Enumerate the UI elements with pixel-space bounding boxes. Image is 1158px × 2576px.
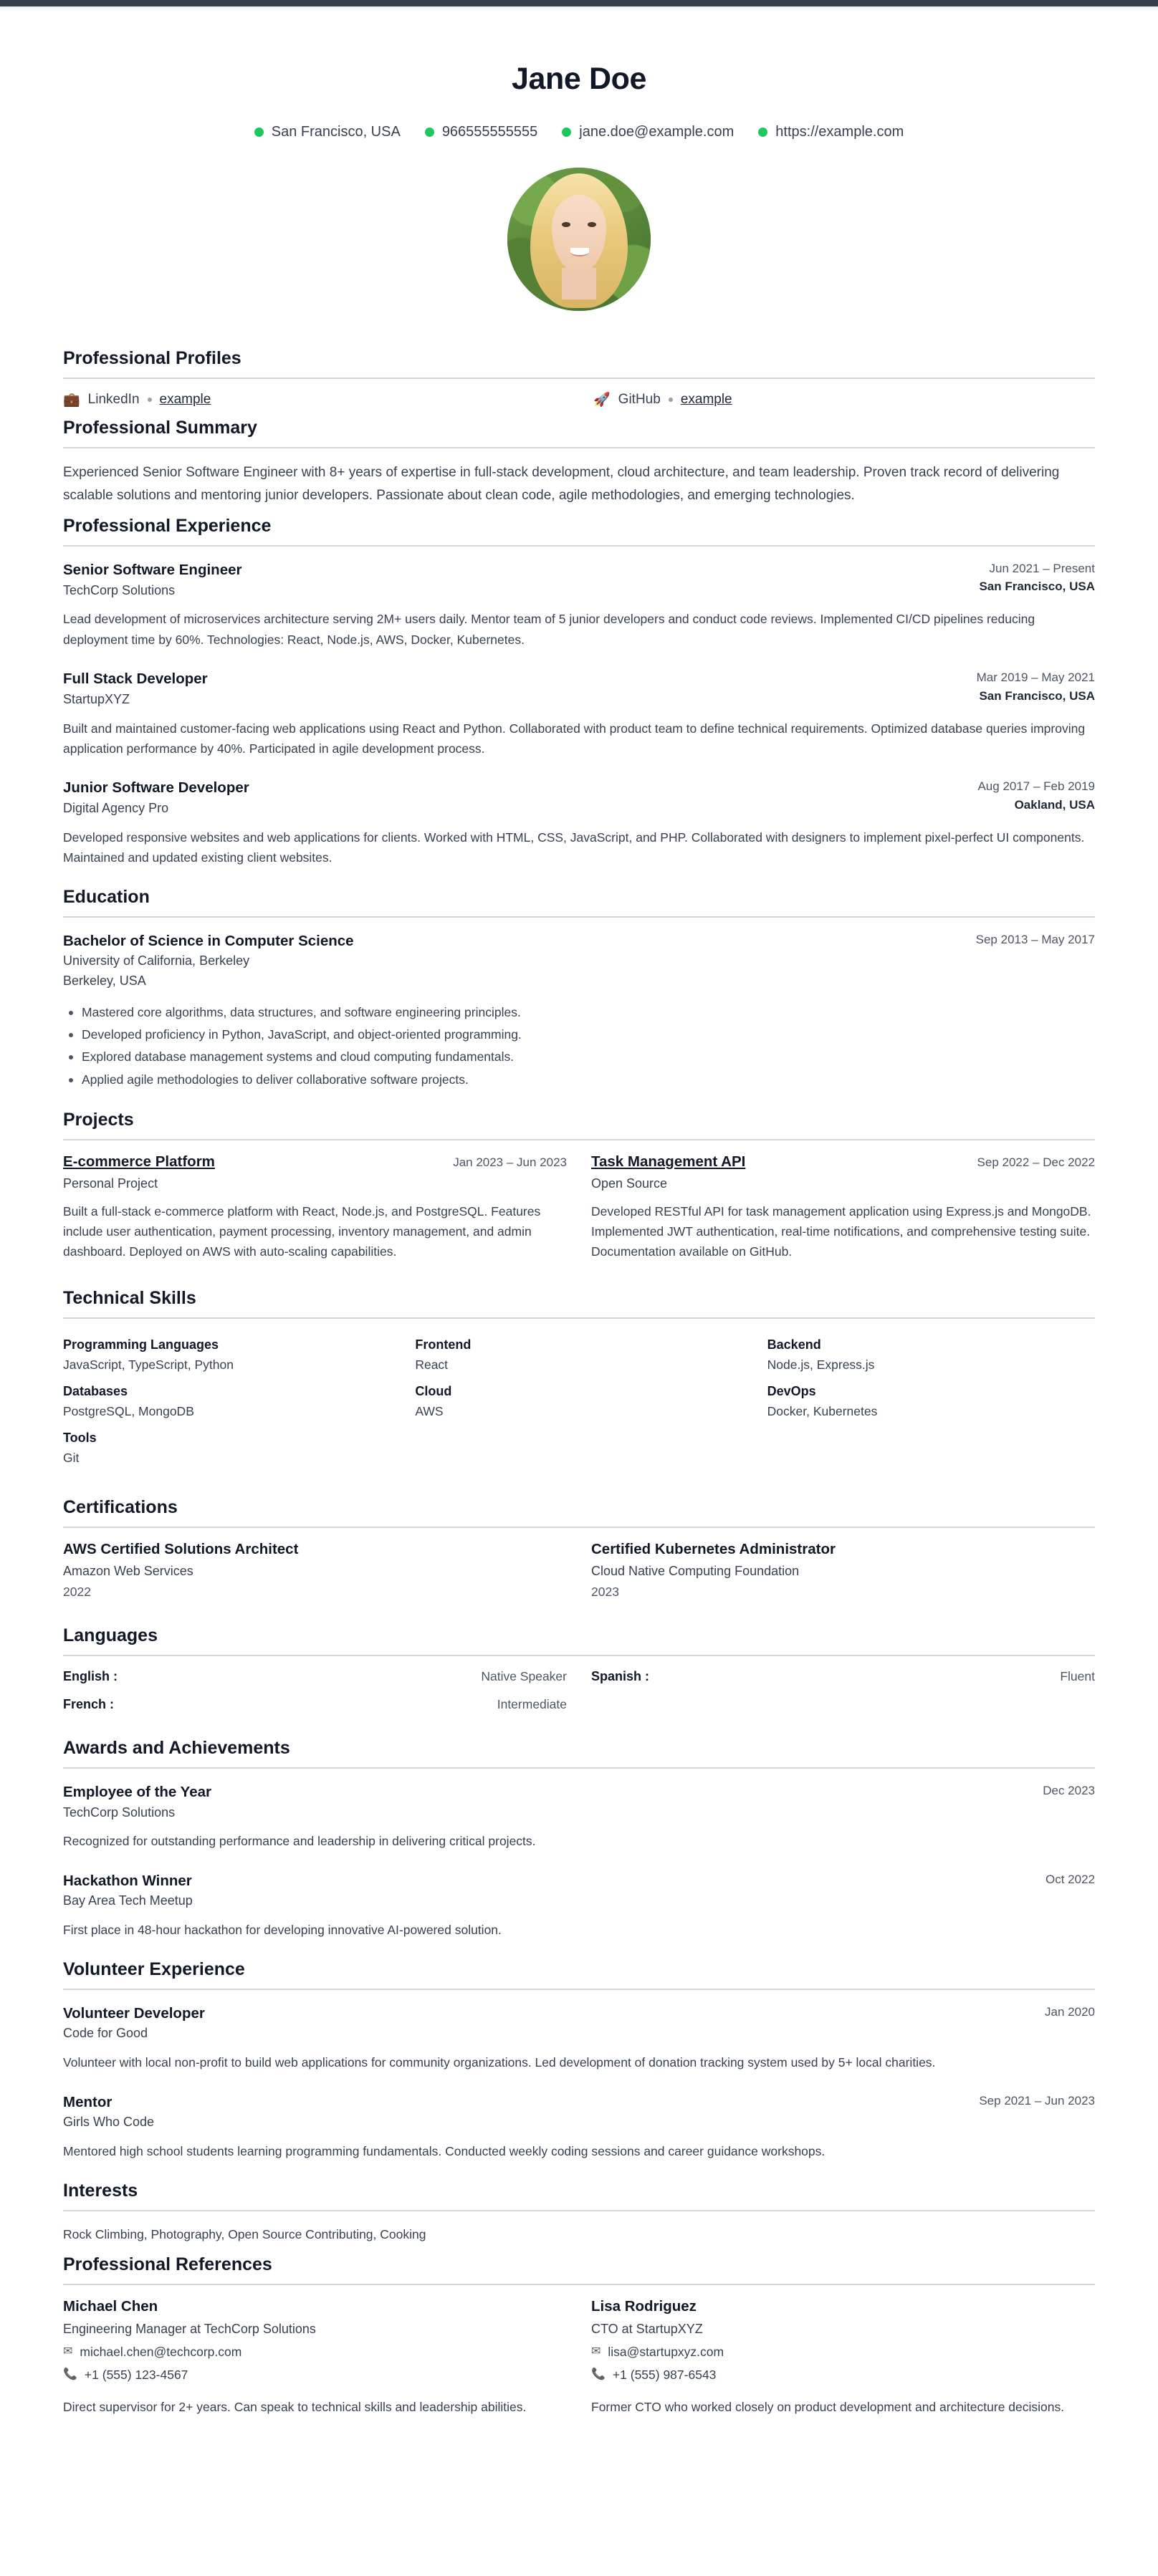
contact-email[interactable] — [562, 124, 734, 140]
section-interests — [63, 2181, 1095, 2244]
project-date: Jan 2023 – Jun 2023 — [453, 1155, 567, 1169]
project-entry — [63, 1153, 567, 1262]
skill-category: Programming Languages — [63, 1337, 219, 1352]
job-date: Jun 2021 – Present — [989, 561, 1095, 575]
section-divider — [63, 1317, 1095, 1319]
skill-values: Docker, Kubernetes — [767, 1403, 878, 1418]
volunteer-date: Sep 2021 – Jun 2023 — [979, 2093, 1095, 2108]
section-heading: Professional Summary — [63, 418, 257, 438]
award-description: Recognized for outstanding performance and leadership in delivering critical projects. — [63, 1834, 536, 1849]
separator-dot-icon — [669, 398, 673, 402]
skill-group-empty — [415, 1425, 742, 1471]
skill-group — [63, 1332, 391, 1378]
reference-entry — [63, 2298, 567, 2417]
certification-entry — [63, 1541, 567, 1600]
education-bullet: Applied agile methodologies to deliver collaborative software projects. — [63, 1069, 1095, 1091]
skill-category: Tools — [63, 1430, 97, 1445]
skill-category: DevOps — [767, 1383, 816, 1398]
green-dot-icon — [254, 128, 264, 137]
profile-link-github[interactable]: example — [680, 392, 732, 407]
section-divider — [63, 378, 1095, 379]
project-description: Built a full-stack e-commerce platform with React, Node.js, and PostgreSQL. Features include user authentication, payment processing, inventory management, and admin dashboard. Deployed on AWS with auto-scaling capabilities. — [63, 1203, 541, 1259]
profile-network-label: LinkedIn — [87, 392, 140, 407]
envelope-icon: ✉ — [63, 2345, 73, 2358]
volunteer-date: Jan 2020 — [1045, 2004, 1095, 2019]
skill-values: PostgreSQL, MongoDB — [63, 1403, 194, 1418]
language-level: Native Speaker — [481, 1668, 567, 1683]
job-location: San Francisco, USA — [979, 580, 1095, 594]
reference-email: michael.chen@techcorp.com — [80, 2344, 242, 2359]
skill-values: Git — [63, 1450, 80, 1465]
project-description: Developed RESTful API for task management application using Express.js and MongoDB. Implemented JWT authentication, real-time notifications, and comprehensive testing suite. Documentation available on GitHub. — [591, 1203, 1091, 1259]
profile-link-linkedin[interactable]: example — [159, 392, 211, 407]
reference-note: Direct supervisor for 2+ years. Can speak to technical skills and leadership abilities. — [63, 2399, 527, 2414]
reference-phone: +1 (555) 987-6543 — [612, 2367, 717, 2382]
telephone-icon: 📞 — [63, 2368, 77, 2381]
language-level: Fluent — [1060, 1668, 1095, 1683]
education-degree: Bachelor of Science in Computer Science — [63, 932, 354, 949]
skill-group — [63, 1425, 391, 1471]
section-certifications — [63, 1497, 1095, 1618]
avatar-neck — [562, 268, 596, 299]
education-date: Sep 2013 – May 2017 — [975, 932, 1095, 946]
award-name: Hackathon Winner — [63, 1872, 192, 1889]
project-subtitle: Personal Project — [63, 1176, 158, 1191]
section-languages — [63, 1625, 1095, 1731]
skills-grid — [63, 1332, 1095, 1471]
reference-phone-line[interactable] — [63, 2368, 567, 2383]
experience-entry — [63, 559, 1095, 650]
skill-category: Cloud — [415, 1383, 452, 1398]
award-issuer: TechCorp Solutions — [63, 1804, 176, 1820]
job-date: Aug 2017 – Feb 2019 — [977, 779, 1095, 794]
reference-role: CTO at StartupXYZ — [591, 2321, 703, 2336]
language-entry-empty — [591, 1697, 1095, 1712]
section-professional-profiles — [63, 348, 1095, 408]
language-entry — [591, 1669, 1095, 1684]
green-dot-icon — [758, 128, 767, 137]
education-bullet: Explored database management systems and cloud computing fundamentals. — [63, 1046, 1095, 1068]
volunteer-role: Volunteer Developer — [63, 2004, 205, 2022]
profile-network-label: GitHub — [618, 392, 661, 407]
skill-values: React — [415, 1357, 449, 1372]
skill-values: JavaScript, TypeScript, Python — [63, 1357, 234, 1372]
section-divider — [63, 1767, 1095, 1769]
certification-issuer: Amazon Web Services — [63, 1563, 193, 1578]
language-entry — [63, 1697, 567, 1712]
job-company: StartupXYZ — [63, 691, 130, 706]
volunteer-role: Mentor — [63, 2093, 113, 2110]
skill-values: Node.js, Express.js — [767, 1357, 875, 1372]
job-role: Full Stack Developer — [63, 671, 208, 688]
section-divider — [63, 1655, 1095, 1656]
education-bullet: Developed proficiency in Python, JavaScript, and object-oriented programming. — [63, 1024, 1095, 1046]
green-dot-icon — [562, 128, 571, 137]
job-description: Lead development of microservices architecture serving 2M+ users daily. Mentor team of 5 junior developers and conduct code reviews. Implemented CI/CD pipelines reducing deployment time by 60%. Technologies: React, Node.js, AWS, Docker, Kubernetes. — [63, 612, 1035, 647]
page-title: Jane Doe — [512, 62, 646, 96]
contact-email-text: jane.doe@example.com — [579, 124, 734, 140]
avatar — [507, 168, 651, 311]
section-technical-skills — [63, 1288, 1095, 1490]
certifications-grid — [63, 1541, 1095, 1600]
reference-role: Engineering Manager at TechCorp Solutions — [63, 2321, 316, 2336]
reference-phone: +1 (555) 123-4567 — [84, 2367, 188, 2382]
section-heading: Professional Experience — [63, 515, 272, 536]
section-divider — [63, 916, 1095, 918]
project-subtitle: Open Source — [591, 1176, 668, 1191]
avatar-container — [63, 168, 1095, 311]
skill-group-empty — [767, 1425, 1095, 1471]
profile-github — [593, 392, 1095, 408]
skill-values: AWS — [415, 1403, 444, 1418]
section-heading: Volunteer Experience — [63, 1959, 245, 1979]
skill-category: Frontend — [415, 1337, 472, 1352]
language-name: Spanish : — [591, 1668, 650, 1683]
section-awards — [63, 1738, 1095, 1941]
award-name: Employee of the Year — [63, 1783, 211, 1800]
section-divider — [63, 1527, 1095, 1528]
section-heading: Awards and Achievements — [63, 1737, 290, 1758]
volunteer-description: Mentored high school students learning programming fundamentals. Conducted weekly coding sessions and career guidance workshops. — [63, 2144, 826, 2159]
profile-linkedin — [63, 392, 565, 408]
section-heading: Languages — [63, 1625, 158, 1645]
contact-row — [63, 124, 1095, 140]
section-heading: Technical Skills — [63, 1287, 196, 1308]
language-name: English : — [63, 1668, 118, 1683]
skill-group — [415, 1378, 742, 1425]
skill-group — [415, 1332, 742, 1378]
volunteer-entry — [63, 2003, 1095, 2073]
job-location: Oakland, USA — [1014, 797, 1095, 812]
interests-text: Rock Climbing, Photography, Open Source Contributing, Cooking — [63, 2226, 426, 2241]
profiles-grid — [63, 392, 1095, 408]
language-entry — [63, 1669, 567, 1684]
section-heading: Certifications — [63, 1496, 178, 1517]
envelope-icon: ✉ — [591, 2345, 601, 2358]
section-divider — [63, 1989, 1095, 1990]
reference-email-line[interactable] — [63, 2345, 567, 2360]
resume-header — [63, 62, 1095, 311]
section-professional-summary — [63, 418, 1095, 507]
contact-location — [254, 124, 401, 140]
certification-date: 2023 — [591, 1584, 619, 1599]
project-title[interactable]: Task Management API — [591, 1153, 746, 1170]
award-date: Oct 2022 — [1045, 1872, 1095, 1886]
contact-website[interactable] — [758, 124, 904, 140]
section-volunteer-experience — [63, 1959, 1095, 2162]
certification-date: 2022 — [63, 1584, 91, 1599]
section-professional-experience — [63, 516, 1095, 868]
project-date: Sep 2022 – Dec 2022 — [977, 1155, 1095, 1169]
reference-note: Former CTO who worked closely on product development and architecture decisions. — [591, 2399, 1065, 2414]
section-divider — [63, 1139, 1095, 1140]
contact-website-text: https://example.com — [775, 124, 904, 140]
skill-group — [767, 1378, 1095, 1425]
section-heading: Education — [63, 886, 150, 907]
reference-email: lisa@startupxyz.com — [608, 2344, 724, 2359]
job-location: San Francisco, USA — [979, 688, 1095, 703]
experience-entry — [63, 668, 1095, 759]
skill-group — [767, 1332, 1095, 1378]
rocket-icon: 🚀 — [593, 392, 611, 408]
education-bullets — [63, 1001, 1095, 1091]
volunteer-organization: Code for Good — [63, 2026, 148, 2041]
job-role: Senior Software Engineer — [63, 561, 242, 578]
reference-phone-line[interactable] — [591, 2368, 1095, 2383]
education-location: Berkeley, USA — [63, 974, 146, 989]
volunteer-entry — [63, 2092, 1095, 2162]
project-entry — [591, 1153, 1095, 1262]
section-divider — [63, 545, 1095, 547]
section-divider — [63, 2210, 1095, 2211]
job-description: Developed responsive websites and web applications for clients. Worked with HTML, CSS, JavaScript, and PHP. Collaborated with designers to implement pixel-perfect UI components. Maintained and updated existing client websites. — [63, 830, 1085, 865]
contact-phone-text: 966555555555 — [441, 124, 538, 140]
job-role: Junior Software Developer — [63, 779, 249, 797]
projects-grid — [63, 1153, 1095, 1262]
section-divider — [63, 2284, 1095, 2285]
summary-text: Experienced Senior Software Engineer with 8+ years of expertise in full-stack development, cloud architecture, and team leadership. Proven track record of delivering scalable solutions and mentoring junior developers. Passionate about clean code, agile methodologies, and emerging technologies. — [63, 465, 1060, 503]
skill-category: Backend — [767, 1337, 821, 1352]
job-company: TechCorp Solutions — [63, 582, 176, 597]
reference-name: Michael Chen — [63, 2297, 158, 2315]
education-school: University of California, Berkeley — [63, 953, 250, 969]
languages-grid — [63, 1669, 1095, 1712]
briefcase-icon: 💼 — [63, 392, 80, 408]
award-entry — [63, 1782, 1095, 1852]
reference-name: Lisa Rodriguez — [591, 2297, 697, 2315]
experience-entry — [63, 777, 1095, 868]
award-date: Dec 2023 — [1043, 1783, 1095, 1797]
certification-name: AWS Certified Solutions Architect — [63, 1540, 299, 1557]
award-description: First place in 48-hour hackathon for developing innovative AI-powered solution. — [63, 1923, 502, 1938]
green-dot-icon — [425, 128, 434, 137]
job-description: Built and maintained customer-facing web applications using React and Python. Collaborated with product team to define technical requirements. Optimized database queries improving application performance by 40%. Participated in agile development process. — [63, 721, 1086, 756]
volunteer-description: Volunteer with local non-profit to build web applications for community organizations. Led development of donation tracking system used by 5+ local charities. — [63, 2055, 936, 2070]
skill-category: Databases — [63, 1383, 128, 1398]
skill-group — [63, 1378, 391, 1425]
section-projects — [63, 1110, 1095, 1281]
references-grid — [63, 2298, 1095, 2417]
language-name: French : — [63, 1696, 115, 1711]
project-title[interactable]: E-commerce Platform — [63, 1153, 215, 1170]
volunteer-organization: Girls Who Code — [63, 2115, 155, 2130]
telephone-icon: 📞 — [591, 2368, 606, 2381]
browser-top-bar — [0, 0, 1158, 6]
section-heading: Professional References — [63, 2254, 272, 2274]
reference-entry — [591, 2298, 1095, 2417]
contact-location-text: San Francisco, USA — [271, 124, 401, 140]
reference-email-line[interactable] — [591, 2345, 1095, 2360]
education-bullet: Mastered core algorithms, data structures, and software engineering principles. — [63, 1001, 1095, 1024]
section-heading: Professional Profiles — [63, 348, 241, 368]
section-professional-references — [63, 2254, 1095, 2417]
certification-name: Certified Kubernetes Administrator — [591, 1540, 836, 1557]
certification-issuer: Cloud Native Computing Foundation — [591, 1563, 800, 1578]
certification-entry — [591, 1541, 1095, 1600]
job-company: Digital Agency Pro — [63, 801, 169, 816]
section-heading: Interests — [63, 2180, 138, 2201]
job-date: Mar 2019 – May 2021 — [976, 671, 1095, 685]
section-education — [63, 887, 1095, 1091]
award-issuer: Bay Area Tech Meetup — [63, 1893, 193, 1908]
contact-phone — [425, 124, 537, 140]
section-divider — [63, 447, 1095, 448]
browser-top-bar-shadow — [0, 6, 1158, 11]
avatar-smile — [570, 248, 589, 256]
resume-page — [0, 11, 1158, 2467]
section-heading: Projects — [63, 1109, 134, 1130]
education-entry — [63, 931, 1095, 1091]
language-level: Intermediate — [497, 1696, 567, 1711]
award-entry — [63, 1870, 1095, 1941]
separator-dot-icon — [148, 398, 152, 402]
